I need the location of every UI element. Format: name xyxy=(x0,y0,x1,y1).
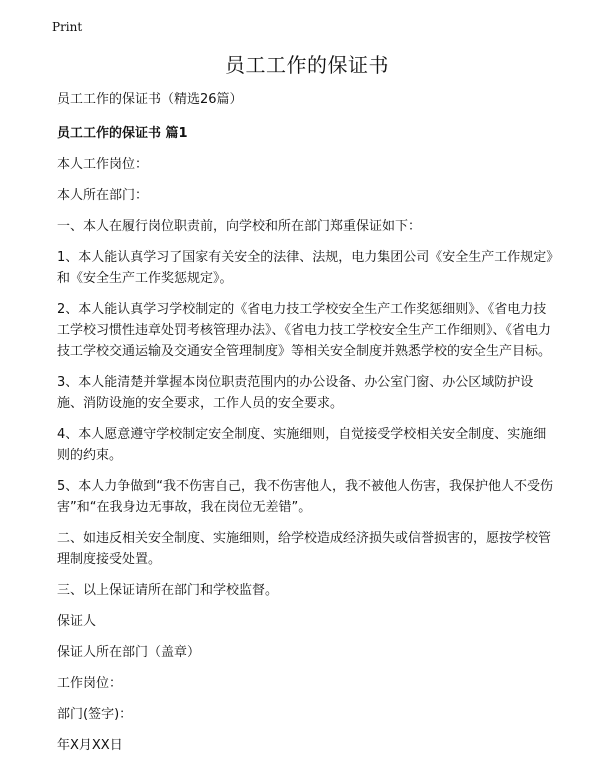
paragraph-job-position: 工作岗位： xyxy=(57,676,123,691)
paragraph-item-1: 1、本人能认真学习了国家有关安全的法律、法规，电力集团公司《安全生产工作规定》和《安全生产工作奖惩规定》。 xyxy=(57,250,553,286)
document-title: 员工工作的保证书 xyxy=(225,53,389,77)
print-link[interactable]: Print xyxy=(52,20,83,34)
paragraph-supervision: 三、以上保证请所在部门和学校监督。 xyxy=(57,583,279,598)
paragraph-item-5: 5、本人力争做到“我不伤害自己，我不伤害他人，我不被他人伤害，我保护他人不受伤害”和“在我身边无事故，我在岗位无差错”。 xyxy=(57,479,554,515)
paragraph-department: 本人所在部门： xyxy=(57,188,149,203)
document-subtitle: 员工工作的保证书（精选26篇） xyxy=(57,92,243,107)
paragraph-date: 年X月XX日 xyxy=(57,738,123,753)
paragraph-item-4: 4、本人愿意遵守学校制定安全制度、实施细则，自觉接受学校相关安全制度、实施细则的约束。 xyxy=(57,427,547,463)
document-page xyxy=(57,50,557,756)
paragraph-dept-signature: 部门(签字)： xyxy=(57,707,133,722)
section-heading: 员工工作的保证书 篇1 xyxy=(57,126,188,141)
paragraph-violation: 二、如违反相关安全制度、实施细则，给学校造成经济损失或信誉损害的，愿按学校管理制度接受处置。 xyxy=(57,531,552,567)
paragraph-position: 本人工作岗位： xyxy=(57,157,149,172)
paragraph-item-3: 3、本人能清楚并掌握本岗位职责范围内的办公设备、办公室门窗、办公区域防护设施、消防设施的安全要求，工作人员的安全要求。 xyxy=(57,375,534,411)
paragraph-guarantor-dept: 保证人所在部门（盖章） xyxy=(57,645,201,660)
paragraph-item-2: 2、本人能认真学习学校制定的《省电力技工学校安全生产工作奖惩细则》、《省电力技工学校习惯性违章处罚考核管理办法》、《省电力技工学校安全生产工作细则》、《省电力技工学校交通运输及交通安全管理制度》等相关安全制度并熟悉学校的安全生产目标。 xyxy=(57,302,552,359)
paragraph-guarantor: 保证人 xyxy=(57,614,97,629)
paragraph-pledge-intro: 一、本人在履行岗位职责前，向学校和所在部门郑重保证如下： xyxy=(57,219,422,234)
